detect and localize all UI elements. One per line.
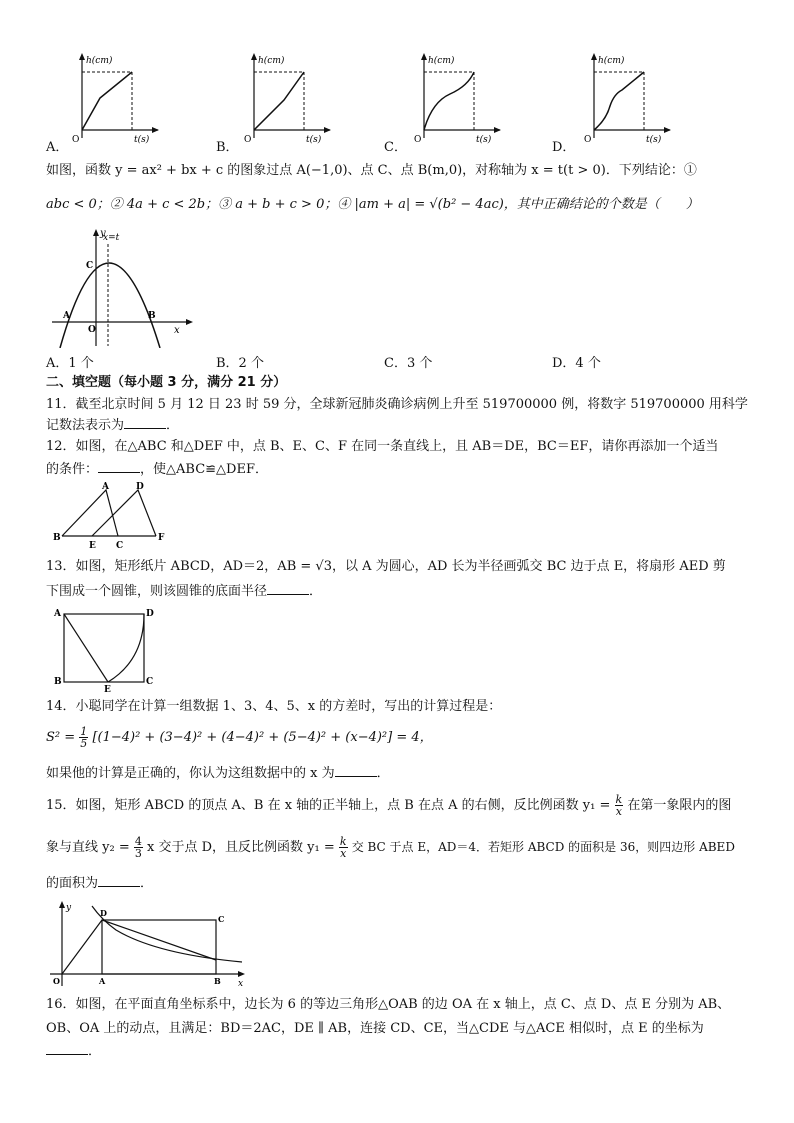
origin-label: O	[72, 135, 80, 145]
q13-line1: 13．如图，矩形纸片 ABCD，AD＝2，AB = √3，以 A 为圆心，AD 长为半径画弧交 BC 边于点 E，将扇形 AED 剪	[46, 559, 726, 574]
point-a-label: A	[63, 311, 70, 321]
origin-label: O	[88, 325, 96, 335]
axis-label-t: t(s)	[306, 135, 322, 145]
q11-line1: 11．截至北京时间 5 月 12 日 23 时 59 分，全球新冠肺炎确诊病例上升至 519700000 例，将数字 519700000 用科学	[46, 397, 748, 412]
point-b-label: B	[148, 311, 156, 321]
option-a-label[interactable]: A．	[46, 140, 69, 155]
x-axis-label: x	[238, 979, 244, 989]
q10-option-b[interactable]: B．2 个	[216, 356, 264, 371]
axis-label-h: h(cm)	[86, 56, 113, 66]
q14-line1: 14．小聪同学在计算一组数据 1、3、4、5、x 的方差时，写出的计算过程是：	[46, 699, 502, 714]
point-a-label: A	[102, 482, 109, 492]
q12-triangles-figure	[52, 480, 170, 552]
axis-label-t: t(s)	[134, 135, 150, 145]
x-axis-label: x	[174, 325, 180, 336]
q14-formula	[46, 726, 758, 750]
fraction-denominator: 5	[80, 737, 88, 750]
q12-line2	[46, 460, 758, 479]
q15-text-b: 在第一象限内的图	[627, 798, 732, 813]
point-e-label: E	[89, 541, 96, 551]
option-c-label[interactable]: C．	[384, 140, 407, 155]
origin-label: O	[244, 135, 252, 145]
point-b-label: B	[54, 677, 62, 687]
q15-line1	[46, 794, 758, 817]
fraction-k-over-x	[615, 794, 624, 817]
q10-option-d[interactable]: D．4 个	[552, 356, 601, 371]
q16-line3: ．	[46, 1042, 758, 1061]
point-a-label: A	[54, 609, 61, 619]
q15-text: 的面积为	[46, 876, 99, 891]
answer-blank[interactable]	[98, 460, 140, 473]
point-e-label: E	[104, 685, 111, 694]
q11-text: 记数法表示为	[46, 418, 125, 433]
origin-label: O	[584, 135, 592, 145]
fraction-denominator: x	[615, 805, 622, 818]
formula-body: [(1−4)² + (3−4)² + (4−4)² + (5−4)² + (x−4)²] = 4，	[92, 730, 433, 745]
y-axis-label: y	[66, 903, 72, 913]
point-f-label: F	[158, 533, 165, 543]
point-a-label: A	[99, 976, 106, 986]
q15-text-a: 15．如图，矩形 ABCD 的顶点 A、B 在 x 轴的正半轴上，点 B 在点 A 的右侧，反比例函数 y₁ =	[46, 798, 611, 813]
point-d-label: D	[146, 609, 154, 619]
q10-option-c[interactable]: C．3 个	[384, 356, 433, 371]
answer-blank[interactable]	[124, 416, 166, 429]
q10-line1: 如图，函数 y = ax² + bx + c 的图象过点 A(−1,0)、点 C、点 B(m,0)，对称轴为 x = t(t > 0)．下列结论：①	[46, 163, 697, 178]
axis-label-t: t(s)	[646, 135, 662, 145]
point-d-label: D	[100, 908, 107, 918]
answer-blank[interactable]	[335, 764, 377, 777]
origin-label: O	[414, 135, 422, 145]
point-d-label: D	[136, 482, 144, 492]
answer-blank[interactable]	[46, 1042, 88, 1055]
q15-line2	[46, 836, 758, 859]
option-b-label[interactable]: B．	[216, 140, 239, 155]
answer-blank[interactable]	[98, 874, 140, 887]
axis-label-t: t(s)	[476, 135, 492, 145]
q10-stem-line1	[46, 162, 758, 180]
q13-line2: 下围成一个圆锥，则该圆锥的底面半径 ．	[46, 584, 323, 599]
axis-label-h: h(cm)	[258, 56, 285, 66]
q12-text-a: 的条件：	[46, 462, 99, 477]
q16-line1: 16．如图，在平面直角坐标系中，边长为 6 的等边三角形△OAB 的边 OA 在 x 轴上，点 C、点 D、点 E 分别为 AB、	[46, 997, 731, 1012]
q13-rectangle-figure	[52, 604, 156, 694]
q15-coordinate-figure	[46, 898, 252, 990]
point-c-label: C	[146, 677, 154, 687]
option-d-label[interactable]: D．	[552, 140, 576, 155]
point-c-label: C	[86, 261, 94, 271]
q13-text: 下围成一个圆锥，则该圆锥的底面半径	[46, 584, 268, 599]
fraction-numerator: 4	[134, 835, 142, 848]
axis-label-h: h(cm)	[428, 56, 455, 66]
origin-label: O	[53, 976, 60, 986]
fraction-numerator: 1	[80, 725, 88, 738]
point-b-label: B	[53, 533, 61, 543]
fraction-k-over-x	[339, 836, 348, 859]
answer-blank[interactable]	[267, 582, 309, 595]
q15-text-c: 象与直线 y₂ =	[46, 840, 130, 855]
axis-label-h: h(cm)	[598, 56, 625, 66]
fraction-denominator: x	[340, 847, 347, 860]
q15-line3: 的面积为 ．	[46, 876, 154, 891]
y-axis-label: y	[100, 228, 106, 239]
graph-b	[232, 50, 332, 145]
point-b-label: B	[214, 976, 221, 986]
fraction-numerator: k	[615, 793, 623, 806]
fraction-four-thirds	[134, 836, 143, 859]
fraction-numerator: k	[339, 835, 347, 848]
q10-option-a[interactable]: A．1 个	[46, 356, 94, 371]
point-c-label: C	[116, 541, 124, 551]
q10-stem-line2: abc < 0；② 4a + c < 2b；③ a + b + c > 0；④ |am + a| = √(b² − 4ac)，其中正确结论的个数是（ ）	[46, 197, 699, 212]
axis-of-symmetry-label: x=t	[103, 233, 120, 243]
graph-d	[572, 50, 672, 145]
q12-text-b: ，使△ABC≌△DEF．	[140, 462, 268, 477]
graph-c	[402, 50, 502, 145]
fraction-denominator: 3	[134, 847, 142, 860]
q10-parabola-figure	[48, 226, 198, 348]
point-c-label: C	[218, 914, 225, 924]
q12-line1: 12．如图，在△ABC 和△DEF 中，点 B、E、C、F 在同一条直线上，且 AB＝DE，BC＝EF，请你再添加一个适当	[46, 439, 719, 454]
formula-lhs: S² =	[46, 730, 76, 745]
q14-text: 如果他的计算是正确的，你认为这组数据中的 x 为	[46, 766, 335, 781]
fraction-one-fifth	[79, 726, 88, 749]
q15-text-e: 交 BC 于点 E，AD＝4．若矩形 ABCD 的面积是 36，则四边形 ABED	[351, 840, 735, 854]
section-heading: 二、填空题（每小题 3 分，满分 21 分）	[46, 375, 287, 390]
q15-text-d: x 交于点 D，且反比例函数 y₁ =	[147, 840, 335, 855]
graph-a	[60, 50, 160, 145]
q16-line2: OB、OA 上的动点，且满足：BD＝2AC，DE ∥ AB，连接 CD、CE，当△CDE 与△ACE 相似时，点 E 的坐标为	[46, 1021, 704, 1036]
q14-line3: 如果他的计算是正确的，你认为这组数据中的 x 为 ．	[46, 766, 390, 781]
q11-line2: 记数法表示为 ．	[46, 418, 180, 433]
